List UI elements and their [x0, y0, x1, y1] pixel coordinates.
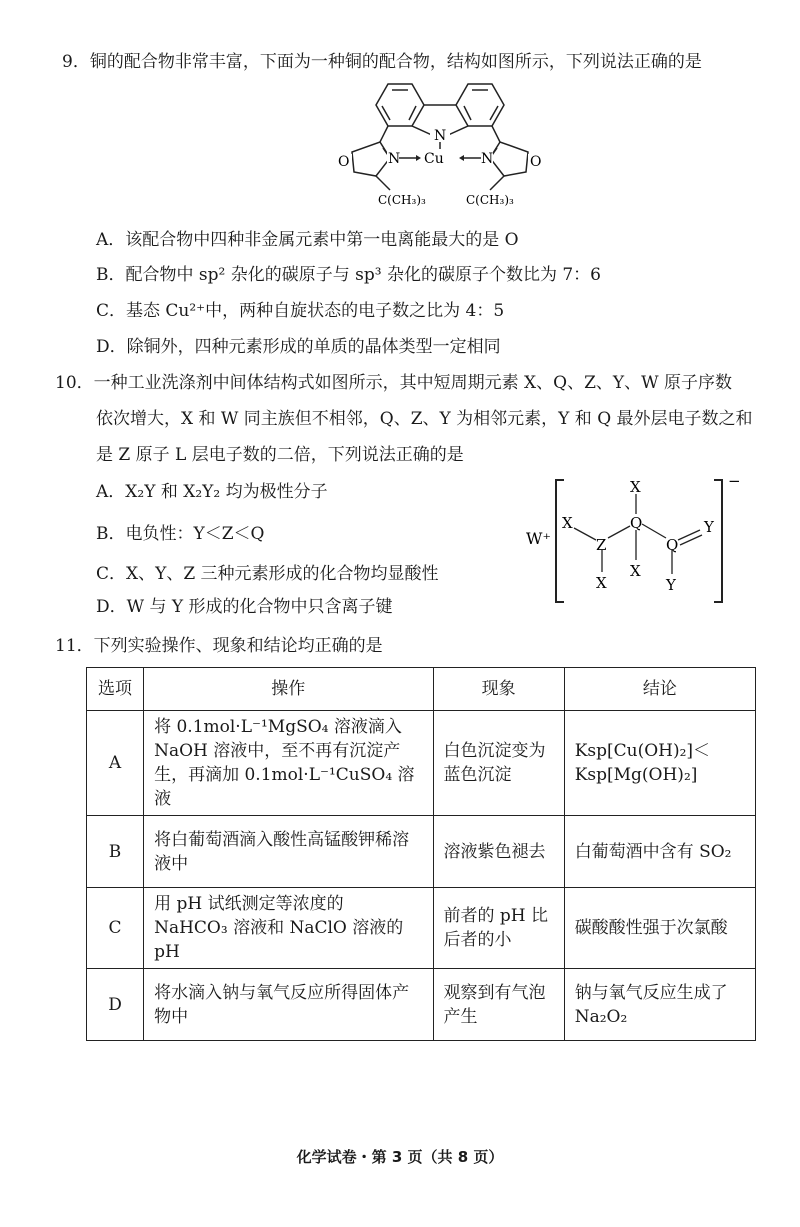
- q9-o-right: O: [530, 154, 542, 170]
- q9-option-a: A．该配合物中四种非金属元素中第一电离能最大的是 O: [96, 230, 519, 250]
- q10-stem-line-2: 依次增大，X 和 W 同主族但不相邻，Q、Z、Y 为相邻元素，Y 和 Q 最外层电子数之和: [96, 409, 753, 429]
- row-b-option: B: [87, 816, 144, 888]
- row-d-conclusion: 钠与氧气反应生成了 Na₂O₂: [564, 969, 755, 1041]
- q10-right-bracket: [714, 480, 722, 602]
- q10-left-bracket: [556, 480, 564, 602]
- row-a-conclusion: Ksp[Cu(OH)₂]＜ Ksp[Mg(OH)₂]: [564, 711, 755, 816]
- q9-tbu-right: C(CH₃)₃: [466, 193, 514, 207]
- row-b-operation: 将白葡萄酒滴入酸性高锰酸钾稀溶液中: [144, 816, 433, 888]
- q10-option-a: A．X₂Y 和 X₂Y₂ 均为极性分子: [96, 482, 328, 502]
- q11-experiment-table: [86, 667, 756, 1041]
- q10-x-below-q: X: [630, 562, 641, 580]
- row-c-phenomenon: 前者的 pH 比后者的小: [433, 888, 564, 969]
- q10-option-c: C．X、Y、Z 三种元素形成的化合物均显酸性: [96, 564, 439, 584]
- q9-option-c: C．基态 Cu²⁺中，两种自旋状态的电子数之比为 4：5: [96, 301, 505, 321]
- q11-stem-text: 下列实验操作、现象和结论均正确的是: [93, 636, 383, 656]
- row-b-conclusion: 白葡萄酒中含有 SO₂: [564, 816, 755, 888]
- row-d-phenomenon: 观察到有气泡产生: [433, 969, 564, 1041]
- header-option: 选项: [87, 668, 144, 711]
- q9-o-left: O: [338, 154, 350, 170]
- q10-number: 10．: [55, 373, 94, 393]
- q9-structure-figure: [330, 78, 550, 213]
- q9-n-center: N: [434, 128, 447, 144]
- row-c-conclusion: 碳酸酸性强于次氯酸: [564, 888, 755, 969]
- q10-z: Z: [596, 536, 607, 554]
- q9-n-left: N: [388, 151, 401, 167]
- q9-number: 9．: [62, 52, 90, 72]
- table-header-row: [87, 668, 756, 711]
- q9-n-right: N: [481, 151, 494, 167]
- q10-structure-figure: [522, 472, 762, 612]
- q10-stem-text-1: 一种工业洗涤剂中间体结构式如图所示，其中短周期元素 X、Q、Z、Y、W 原子序数: [93, 373, 732, 393]
- table-row: [87, 816, 756, 888]
- q9-tbu-left: C(CH₃)₃: [378, 193, 426, 207]
- row-a-phenomenon: 白色沉淀变为蓝色沉淀: [433, 711, 564, 816]
- q10-q-right: Q: [666, 536, 679, 554]
- q10-charge: −: [728, 472, 741, 490]
- q10-x-below-z: X: [596, 574, 607, 592]
- row-c-option: C: [87, 888, 144, 969]
- q10-option-d: D．W 与 Y 形成的化合物中只含离子键: [96, 597, 393, 617]
- q9-stem-text: 铜的配合物非常丰富，下面为一种铜的配合物，结构如图所示，下列说法正确的是: [89, 52, 702, 72]
- row-d-option: D: [87, 969, 144, 1041]
- row-b-phenomenon: 溶液紫色褪去: [433, 816, 564, 888]
- q10-cation: W⁺: [526, 529, 551, 548]
- q10-x-left: X: [562, 514, 573, 532]
- q9-option-d: D．除铜外，四种元素形成的单质的晶体类型一定相同: [96, 337, 501, 357]
- q10-y-double: Y: [704, 518, 714, 536]
- header-operation: 操作: [144, 668, 433, 711]
- q11-stem: [55, 636, 383, 656]
- row-a-option: A: [87, 711, 144, 816]
- page-footer: 化学试卷・第 3 页（共 8 页）: [296, 1148, 504, 1166]
- q11-number: 11．: [55, 636, 94, 656]
- header-phenomenon: 现象: [433, 668, 564, 711]
- row-c-operation: 用 pH 试纸测定等浓度的 NaHCO₃ 溶液和 NaClO 溶液的 pH: [144, 888, 433, 969]
- q9-option-b: B．配合物中 sp² 杂化的碳原子与 sp³ 杂化的碳原子个数比为 7：6: [96, 265, 601, 285]
- q10-option-b: B．电负性：Y＜Z＜Q: [96, 524, 265, 544]
- row-d-operation: 将水滴入钠与氧气反应所得固体产物中: [144, 969, 433, 1041]
- q9-cu: Cu: [424, 151, 444, 167]
- q9-stem: [62, 52, 702, 72]
- table-row: [87, 888, 756, 969]
- table-row: [87, 711, 756, 816]
- q10-stem-line-3: 是 Z 原子 L 层电子数的二倍，下列说法正确的是: [96, 445, 464, 465]
- q9-left-oxazoline: [352, 142, 390, 176]
- table-row: [87, 969, 756, 1041]
- q10-q-center: Q: [630, 514, 643, 532]
- q10-y-below: Y: [666, 576, 676, 594]
- header-conclusion: 结论: [564, 668, 755, 711]
- q10-stem-line-1: [55, 373, 732, 393]
- q9-right-oxazoline: [490, 142, 528, 176]
- row-a-operation: 将 0.1mol·L⁻¹MgSO₄ 溶液滴入 NaOH 溶液中，至不再有沉淀产生，再滴加 0.1mol·L⁻¹CuSO₄ 溶液: [144, 711, 433, 816]
- q10-x-top: X: [630, 478, 641, 496]
